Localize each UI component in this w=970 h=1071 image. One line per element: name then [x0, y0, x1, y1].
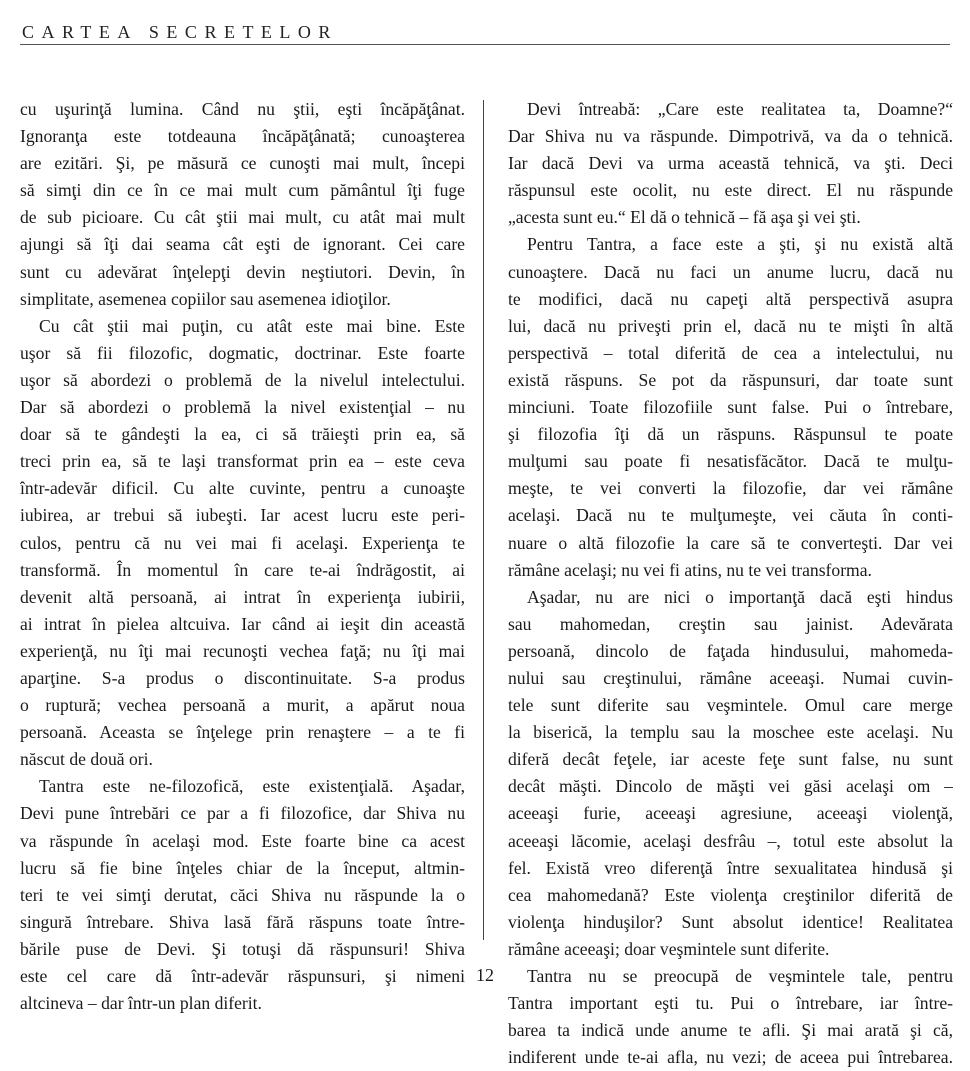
text-line: născut de două ori. — [20, 749, 153, 770]
text-line: Iar dacă Devi va urma această tehnică, va şti. Deci — [508, 153, 953, 174]
text-line: cu uşurinţă lumina. Când nu ştii, eşti încăpăţânat. — [20, 99, 465, 119]
text-line: acelaşi. Dacă nu te mulţumeşte, vei căuta în conti- — [508, 505, 953, 526]
text-line: diferă decât feţele, iar aceste feţe sunt false, nu sunt — [508, 749, 953, 770]
text-line: decât măşti. Dincolo de măşti vei găsi acelaşi om – — [508, 776, 953, 797]
text-line: sau mahomedan, creştin sau jainist. Adevărata — [508, 613, 953, 634]
text-line: teri te vei simţi derutat, căci Shiva nu răspunde la o — [20, 884, 465, 905]
text-line: culos, pentru că nu vei mai fi acelaşi. Experienţa te — [20, 532, 465, 553]
text-line: doar să te gândeşti la ea, ci să trăieşti prin ea, să — [20, 424, 465, 445]
text-line: rămâne aceeaşi; doar veşmintele sunt diferite. — [508, 938, 830, 959]
text-line: bările puse de Devi. Şi totuşi dă răspunsuri! Shiva — [20, 938, 465, 959]
column-divider — [483, 100, 484, 940]
text-line: Dar să abordezi o problemă la nivel existenţial – nu — [20, 397, 465, 418]
text-line: violenţa hinduşilor? Sunt absolut identice! Realitatea — [508, 911, 953, 932]
text-line: aceeaşi lăcomie, acelaşi desfrâu –, totul este absolut la — [508, 830, 953, 851]
text-line: ai intrat în pielea altcuiva. Iar când ai ieşit din această — [20, 613, 465, 634]
text-line: fel. Există vreo diferenţă între sexualitatea hindusă şi — [508, 857, 953, 878]
text-line: aparţine. S-a produs o discontinuitate. S-a produs — [20, 667, 465, 688]
text-line: va răspunde în acelaşi mod. Este foarte bine ca acest — [20, 830, 465, 851]
left-column — [20, 96, 465, 1017]
text-line: într-adevăr dificil. Cu alte cuvinte, pentru a cunoaşte — [20, 478, 465, 499]
text-line: răspunsul este ocolit, nu este direct. El nu răspunde — [508, 180, 953, 201]
text-line: cunoaştere. Dacă nu faci un anume lucru, dacă nu — [508, 261, 953, 282]
text-line: devenit altă persoană, ai intrat în experienţa iubirii, — [20, 586, 465, 607]
text-line: tele sunt diferite sau veşmintele. Omul care merge — [508, 695, 953, 716]
text-line: te modifici, dacă nu capeţi altă perspectivă asupra — [508, 288, 953, 309]
text-line: mulţumi sau poate fi nesatisfăcător. Dacă te mulţu- — [508, 451, 953, 472]
right-column — [508, 96, 953, 1071]
text-line: treci prin ea, să te laşi transformat prin ea – este ceva — [20, 451, 465, 472]
text-line: simplitate, asemenea copiilor sau asemenea idioţilor. — [20, 288, 391, 309]
text-line: Cu cât ştii mai puţin, cu atât este mai bine. Este — [39, 315, 465, 336]
text-line: are ezitări. Şi, pe măsură ce cunoşti mai mult, începi — [20, 153, 465, 174]
text-line: nului sau creştinului, rămâne aceeaşi. Numai cuvin- — [508, 667, 953, 688]
text-line: „acesta sunt eu.“ El dă o tehnică – fă aşa şi vei şti. — [508, 207, 861, 228]
text-line: ajungi să îţi dai seama cât eşti de ignorant. Cei care — [20, 234, 465, 255]
text-line: Devi întreabă: „Care este realitatea ta, Doamne?“ — [527, 99, 953, 119]
text-line: aceeaşi furie, aceeaşi agresiune, aceeaşi violenţă, — [508, 803, 953, 824]
text-line: iubirea, ar trebui să iubeşti. Iar acest lucru este peri- — [20, 505, 465, 526]
text-line: Tantra important eşti tu. Pui o întrebare, iar între- — [508, 993, 953, 1014]
text-line: uşor să fii filozofic, dogmatic, doctrinar. Este foarte — [20, 342, 465, 363]
text-line: experienţă, nu îţi mai recunoşti vechea faţă; nu îţi mai — [20, 640, 465, 661]
text-line: altcineva – dar într-un plan diferit. — [20, 993, 262, 1014]
text-line: sunt cu adevărat înţelepţi devin neştiutori. Devin, în — [20, 261, 465, 282]
text-line: de sub picioare. Cu cât ştii mai mult, cu atât mai mult — [20, 207, 465, 228]
text-line: Tantra nu se preocupă de veşmintele tale, pentru — [527, 966, 953, 986]
text-line: rămâne acelaşi; nu vei fi atins, nu te vei transforma. — [508, 559, 872, 580]
text-line: Aşadar, nu are nici o importanţă dacă eşti hindus — [527, 586, 953, 607]
text-line: lucru să fie bine înţeles chiar de la început, altmin- — [20, 857, 465, 878]
text-line: perspectivă – total diferită de cea a intelectului, nu — [508, 342, 953, 363]
text-line: nuare o altă filozofie la care să te converteşti. Dar vei — [508, 532, 953, 553]
text-line: persoană, dincolo de faţada hindusului, mahomeda- — [508, 640, 953, 661]
text-line: minciuni. Toate filozofiile sunt false. Pui o întrebare, — [508, 397, 953, 418]
text-line: uşor să abordezi o problemă de la nivelul intelectului. — [20, 369, 465, 390]
text-line: Ignoranţa este totdeauna încăpăţânată; cunoaşterea — [20, 126, 465, 147]
page-number: 12 — [476, 965, 494, 985]
text-line: Dar Shiva nu va răspunde. Dimpotrivă, va da o tehnică. — [508, 126, 953, 147]
text-line: există răspuns. Se pot da răspunsuri, dar toate sunt — [508, 369, 953, 390]
text-line: este cel care dă într-adevăr răspunsuri, şi nimeni — [20, 966, 465, 986]
text-line: Pentru Tantra, a face este a şti, şi nu există altă — [527, 234, 953, 255]
text-line: barea ta indică unde anume te afli. Şi mai arată şi că, — [508, 1020, 953, 1041]
text-line: singură întrebare. Shiva lasă fără răspuns toate între- — [20, 911, 465, 932]
text-line: la biserică, la templu sau la moschee este acelaşi. Nu — [508, 722, 953, 743]
text-line: lui, dacă nu priveşti prin el, dacă nu te mişti în altă — [508, 315, 953, 336]
text-line: meşte, te vei converti la filozofie, dar vei rămâne — [508, 478, 953, 499]
running-header: CARTEA SECRETELOR — [22, 22, 338, 42]
text-line: şi filozofia îţi dă un răspuns. Răspunsul te poate — [508, 424, 953, 445]
text-line: să simţi din ce în ce mai mult cum pământul îţi fuge — [20, 180, 465, 201]
text-line: persoană. Aceasta se înţelege prin renaştere – a te fi — [20, 722, 465, 743]
text-line: Devi pune întrebări ce par a fi filozofice, dar Shiva nu — [20, 803, 465, 824]
header-rule — [20, 44, 950, 45]
text-line: Tantra este ne-filozofică, este existenţială. Aşadar, — [39, 776, 465, 797]
text-line: cea mahomedană? Este violenţa creştinilor diferită de — [508, 884, 953, 905]
text-line: o ruptură; vechea persoană a murit, a apărut noua — [20, 695, 465, 716]
text-line: indiferent unde te-ai afla, nu vezi; de aceea pui întrebarea. — [508, 1047, 953, 1068]
text-line: transformă. În momentul în care te-ai îndrăgostit, ai — [20, 559, 465, 580]
